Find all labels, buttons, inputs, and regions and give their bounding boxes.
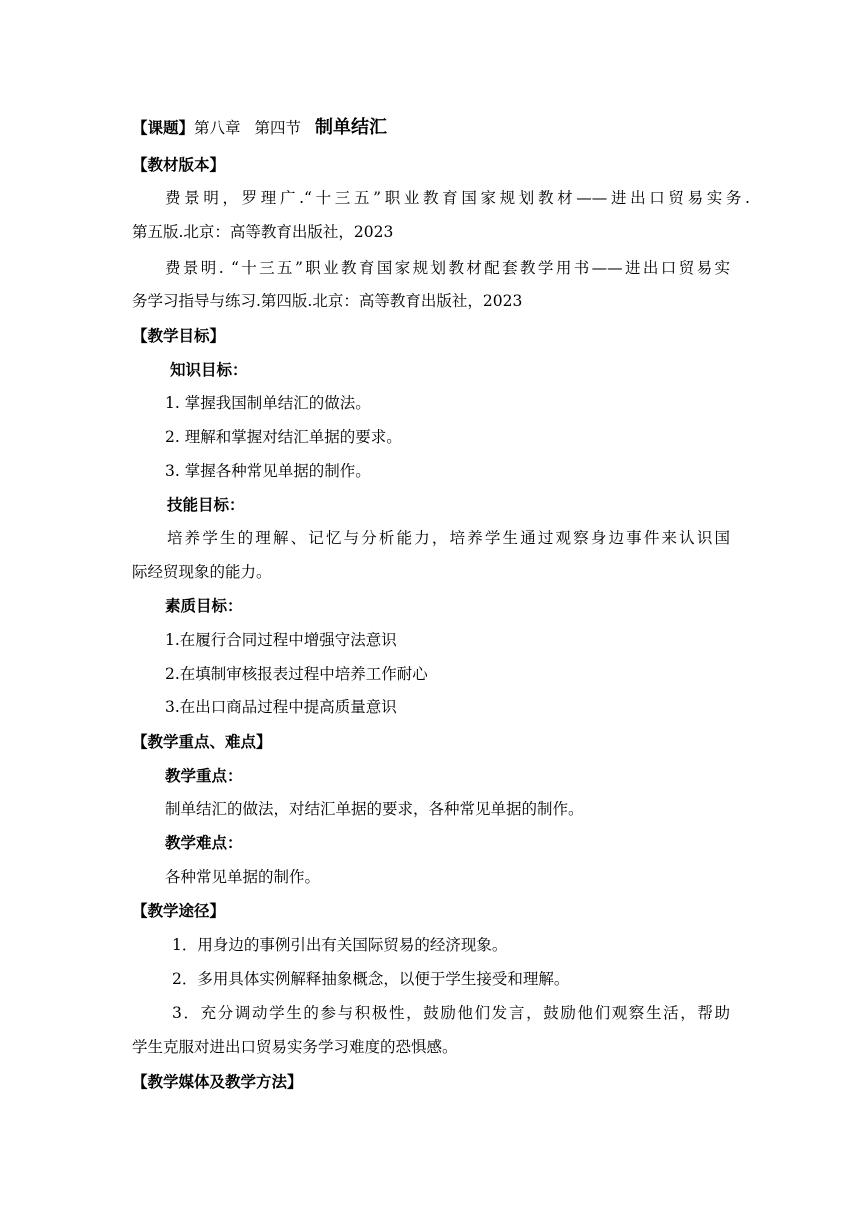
quality-goal-label: 素质目标： [165, 596, 243, 615]
knowledge-goal-item-3: 3. 掌握各种常见单据的制作。 [165, 462, 371, 480]
skill-goal-line2: 际经贸现象的能力。 [132, 563, 272, 581]
lesson-topic: 制单结汇 [315, 117, 388, 138]
approach-item-3-line2: 学生克服对进出口贸易实务学习难度的恐惧感。 [132, 1038, 458, 1056]
approach-item-2: 2．多用具体实例解释抽象概念，以便于学生接受和理解。 [172, 970, 570, 988]
lesson-chapter: 第八章 [194, 119, 241, 137]
goals-heading: 【教学目标】 [132, 326, 226, 345]
knowledge-goal-item-1: 1. 掌握我国制单结汇的做法。 [165, 394, 371, 412]
skill-goal-line1: 培养学生的理解、记忆与分析能力，培养学生通过观察身边事件来认识国 [167, 529, 730, 547]
approach-heading: 【教学途径】 [132, 901, 226, 920]
textbook-heading: 【教材版本】 [132, 155, 226, 174]
quality-goal-item-1: 1.在履行合同过程中增强守法意识 [165, 631, 397, 649]
lesson-title-line [0, 118, 860, 138]
lesson-section: 第四节 [254, 119, 302, 137]
approach-item-1: 1．用身边的事例引出有关国际贸易的经济现象。 [172, 936, 508, 954]
lesson-title-label: 【课题】 [132, 118, 195, 137]
media-heading: 【教学媒体及教学方法】 [132, 1072, 303, 1091]
difficulty-label: 教学难点： [165, 833, 243, 852]
keypoints-heading: 【教学重点、难点】 [132, 732, 272, 751]
focus-label: 教学重点： [165, 766, 243, 785]
approach-item-3-line1: 3．充分调动学生的参与积极性，鼓励他们发言，鼓励他们观察生活，帮助 [172, 1004, 730, 1022]
difficulty-text: 各种常见单据的制作。 [165, 868, 321, 886]
knowledge-goal-item-2: 2. 理解和掌握对结汇单据的要求。 [165, 428, 402, 446]
quality-goal-item-2: 2.在填制审核报表过程中培养工作耐心 [165, 665, 428, 683]
textbook-ref2-line1: 费景明. “十三五”职业教育国家规划教材配套教学用书——进出口贸易实 [165, 259, 730, 277]
quality-goal-item-3: 3.在出口商品过程中提高质量意识 [165, 698, 397, 716]
knowledge-goal-label: 知识目标： [170, 360, 248, 379]
textbook-ref1-line1: 费景明，罗理广.“十三五”职业教育国家规划教材——进出口贸易实务. [165, 189, 750, 207]
focus-text: 制单结汇的做法，对结汇单据的要求，各种常见单据的制作。 [165, 800, 584, 818]
textbook-ref1-line2: 第五版.北京：高等教育出版社，2023 [132, 223, 394, 241]
skill-goal-label: 技能目标： [167, 495, 245, 514]
textbook-ref2-line2: 务学习指导与练习.第四版.北京：高等教育出版社，2023 [132, 292, 523, 310]
